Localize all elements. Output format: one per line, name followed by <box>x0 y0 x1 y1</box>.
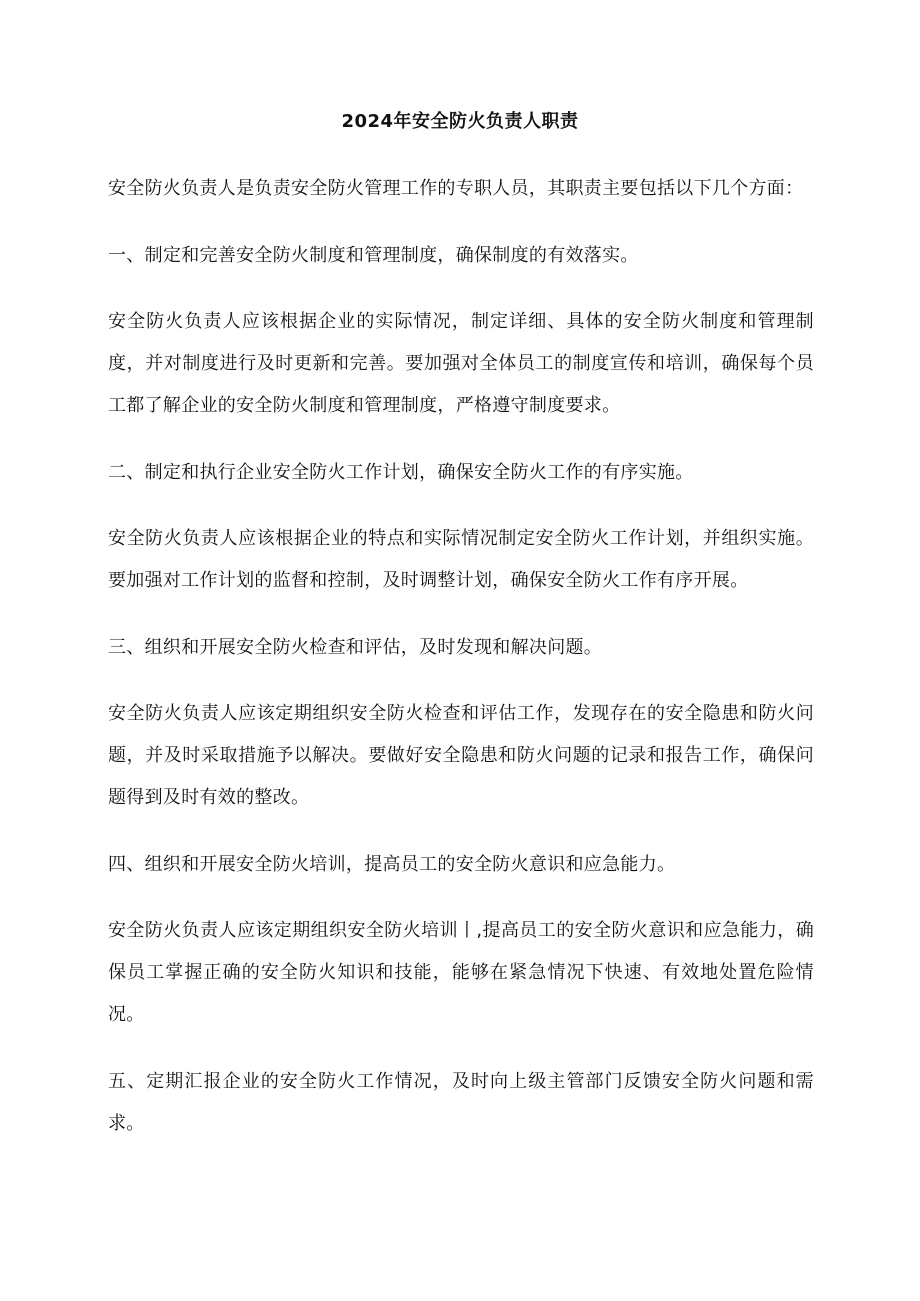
intro-paragraph: 安全防火负责人是负责安全防火管理工作的专职人员，其职责主要包括以下几个方面： <box>108 178 804 199</box>
section-heading-1: 一、制定和完善安全防火制度和管理制度，确保制度的有效落实。 <box>108 245 639 266</box>
section-heading-3: 三、组织和开展安全防火检查和评估，及时发现和解决问题。 <box>108 637 603 658</box>
section-body-1: 安全防火负责人应该根据企业的实际情况，制定详细、具体的安全防火制度和管理制度，并对制度进行及时更新和完善。要加强对全体员工的制度宣传和培训，确保每个员工都了解企业的安全防火制度和管理制度，严格遵守制度要求。 <box>108 311 814 416</box>
section-heading-5: 五、定期汇报企业的安全防火工作情况，及时向上级主管部门反馈安全防火问题和需求。 <box>108 1071 814 1134</box>
document-body <box>108 168 814 1169</box>
section-body-3: 安全防火负责人应该定期组织安全防火检查和评估工作，发现存在的安全隐患和防火问题，并及时采取措施予以解决。要做好安全隐患和防火问题的记录和报告工作，确保问题得到及时有效的整改。 <box>108 703 814 808</box>
section-body-2: 安全防火负责人应该根据企业的特点和实际情况制定安全防火工作计划，并组织实施。要加强对工作计划的监督和控制，及时调整计划，确保安全防火工作有序开展。 <box>108 528 814 591</box>
section-body-4: 安全防火负责人应该定期组织安全防火培训丨,提高员工的安全防火意识和应急能力，确保员工掌握正确的安全防火知识和技能，能够在紧急情况下快速、有效地处置危险情况。 <box>108 920 814 1025</box>
document-title: 2024年安全防火负责人职责 <box>341 111 579 132</box>
section-heading-2: 二、制定和执行企业安全防火工作计划，确保安全防火工作的有序实施。 <box>108 462 694 483</box>
section-heading-4: 四、组织和开展安全防火培训，提高员工的安全防火意识和应急能力。 <box>108 854 676 875</box>
